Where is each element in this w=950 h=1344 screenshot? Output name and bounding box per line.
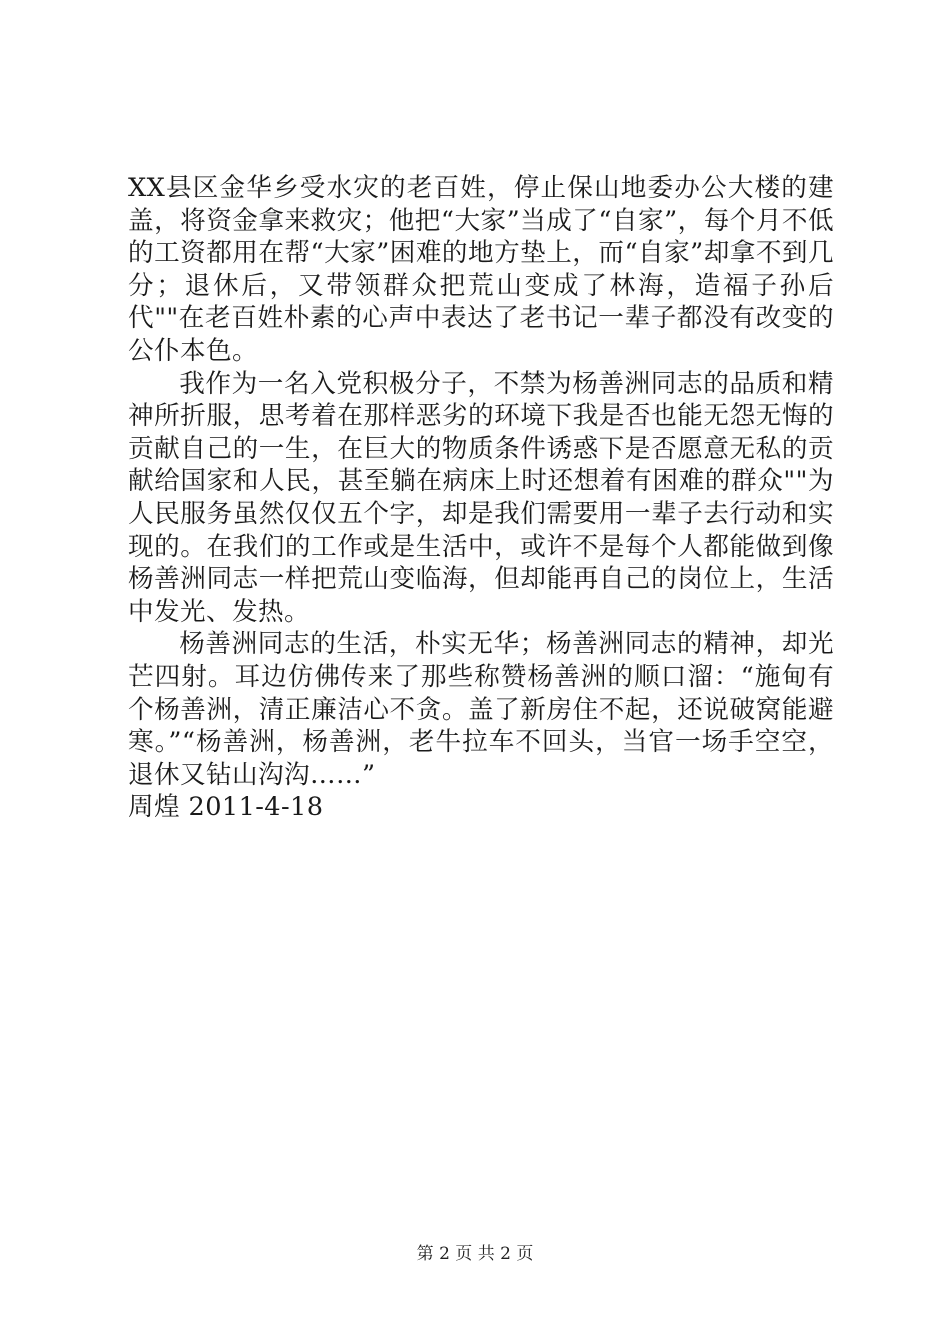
page-footer [0,1243,950,1265]
paragraph-continuation: XX县区金华乡受水灾的老百姓，停止保山地委办公大楼的建盖，将资金拿来救灾；他把“大家”当成了“自家”，每个月不低的工资都用在帮“大家”困难的地方垫上，而“自家”却拿不到几分；退休后，又带领群众把荒山变成了林海，造福子孙后代""在老百姓朴素的心声中表达了老书记一辈子都没有改变的公仆本色。 [128,173,834,366]
document-body [128,172,834,824]
paragraph-folk-rhyme: 杨善洲同志的生活，朴实无华；杨善洲同志的精神，却光芒四射。耳边仿佛传来了那些称赞杨善洲的顺口溜：“施甸有个杨善洲，清正廉洁心不贪。盖了新房住不起，还说破窝能避寒。”“杨善洲，杨善洲，老牛拉车不回头，当官一场手空空，退休又钻山沟沟……” [128,629,834,790]
page-number-label: 第 2 页 共 2 页 [416,1244,534,1264]
author-signature-date: 周煌 2011-4-18 [128,792,324,823]
paragraph-activist-reflection: 我作为一名入党积极分子，不禁为杨善洲同志的品质和精神所折服，思考着在那样恶劣的环境下我是否也能无怨无悔的贡献自己的一生，在巨大的物质条件诱惑下是否愿意无私的贡献给国家和人民，甚至躺在病床上时还想着有困难的群众""为人民服务虽然仅仅五个字，却是我们需要用一辈子去行动和实现的。在我们的工作或是生活中，或许不是每个人都能做到像杨善洲同志一样把荒山变临海，但却能再自己的岗位上，生活中发光、发热。 [128,368,834,627]
